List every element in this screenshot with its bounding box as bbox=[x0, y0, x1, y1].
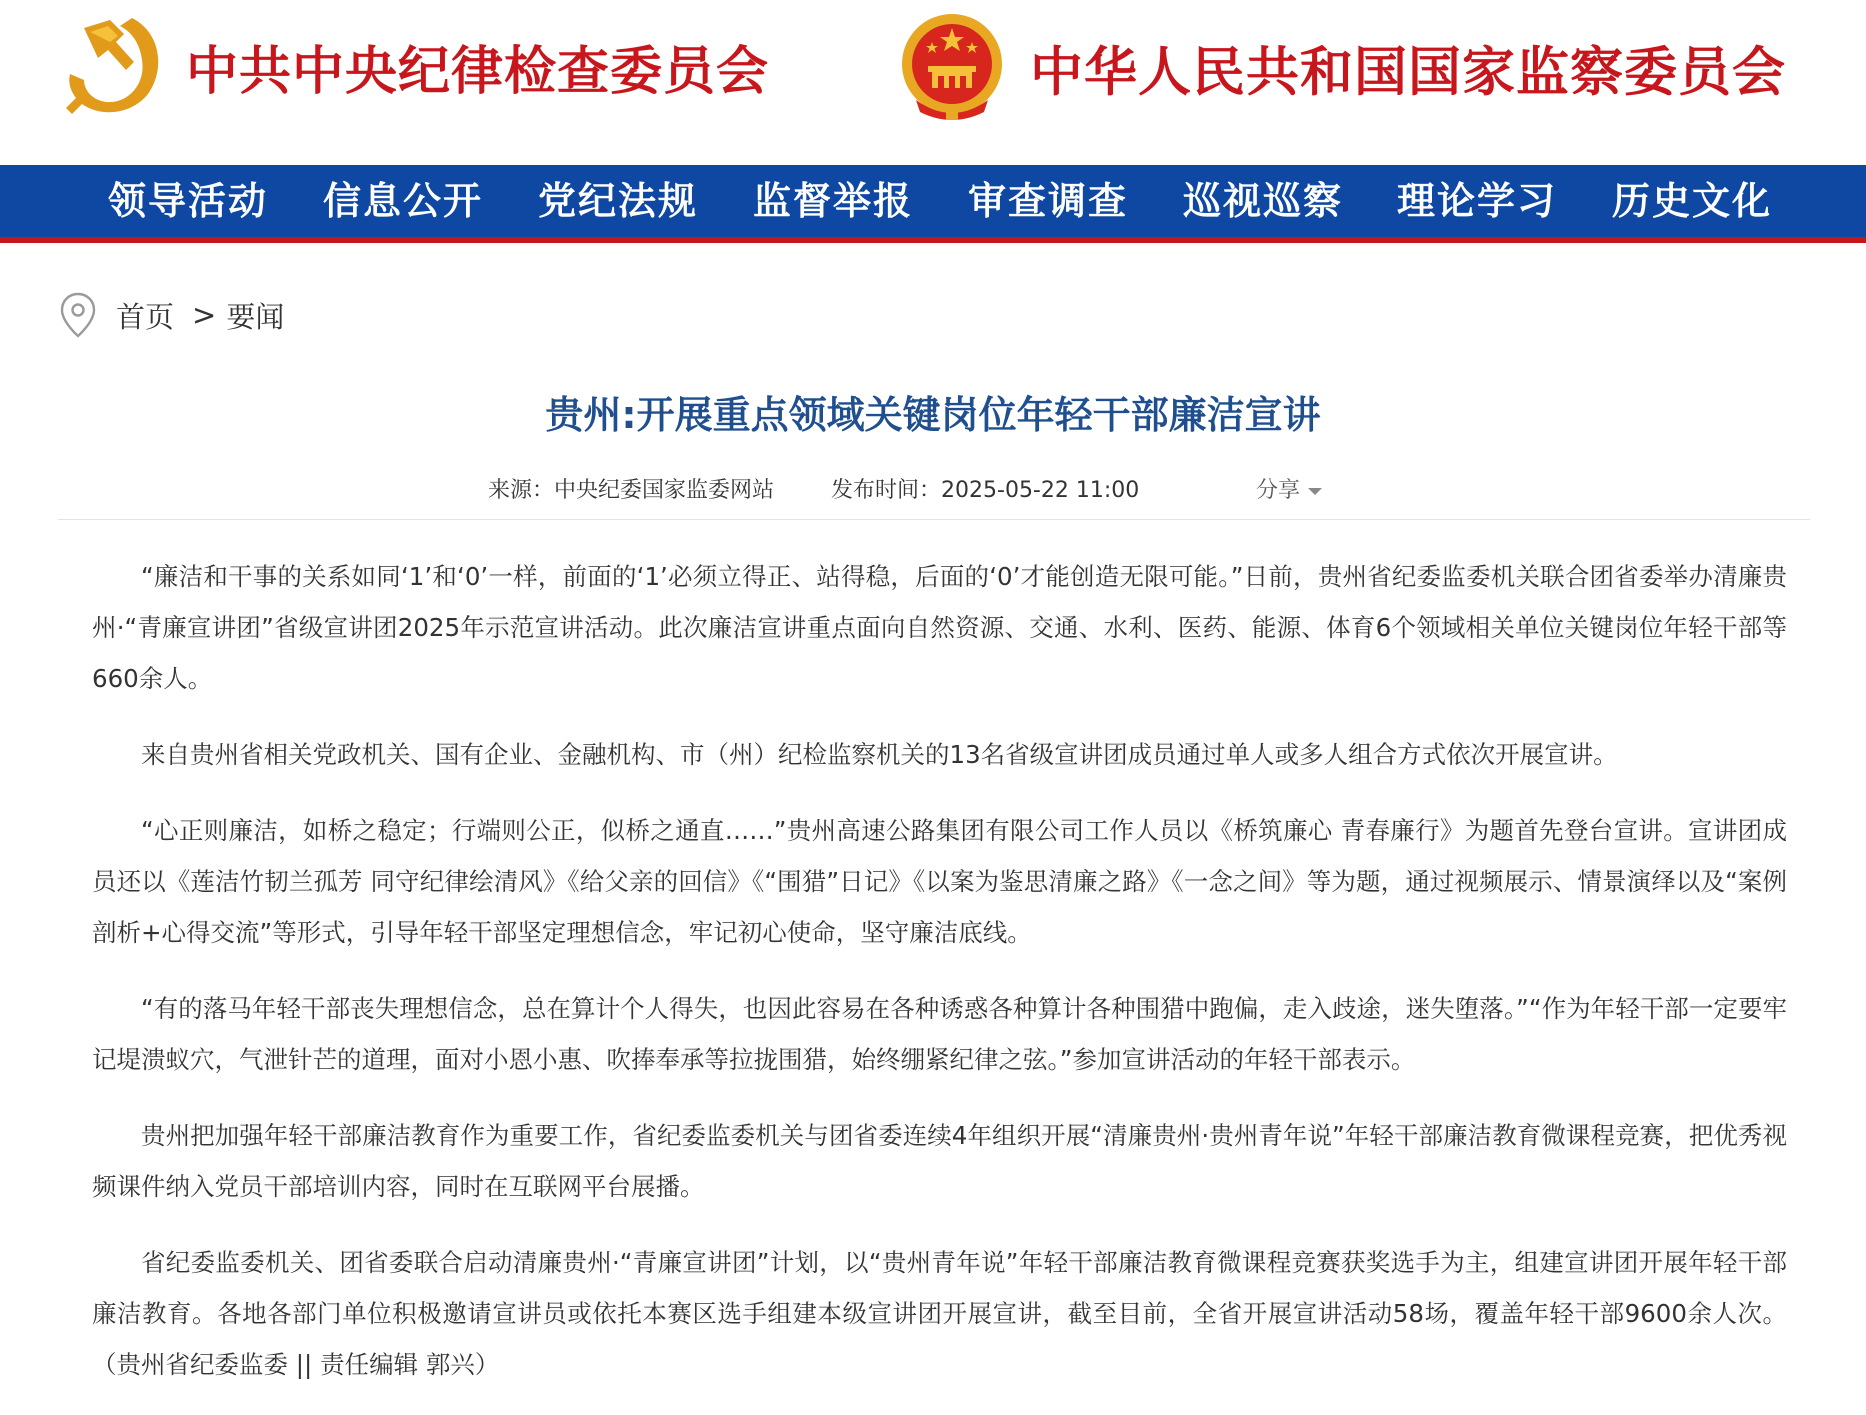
article-paragraph: “心正则廉洁，如桥之稳定；行端则公正，似桥之通直……”贵州高速公路集团有限公司工作人员以《桥筑廉心 青春廉行》为题首先登台宣讲。宣讲团成员还以《莲洁竹韧兰孤芳 同守纪律绘清风》《给父亲的回信》《“围猎”日记》《以案为鉴思清廉之路》《一念之间》等为题，通过视频展示、情景演绎以及“案例剖析+心得交流”等形式，引导年轻干部坚定理想信念，牢记初心使命，坚守廉洁底线。 bbox=[92, 816, 1787, 947]
nav-item-leadership[interactable]: 领导活动 bbox=[108, 178, 269, 223]
article-paragraph: 来自贵州省相关党政机关、国有企业、金融机构、市（州）纪检监察机关的13名省级宣讲团成员通过单人或多人组合方式依次开展宣讲。 bbox=[141, 740, 1618, 769]
nav-item-inspection[interactable]: 巡视巡察 bbox=[1183, 178, 1344, 223]
nav-item-info[interactable]: 信息公开 bbox=[323, 178, 484, 223]
article-title: 贵州:开展重点领域关键岗位年轻干部廉洁宣讲 bbox=[545, 393, 1321, 437]
main-nav bbox=[0, 165, 1866, 243]
breadcrumb-separator: > bbox=[192, 298, 217, 332]
caret-down-icon bbox=[1308, 488, 1322, 495]
breadcrumb-home-link[interactable]: 首页 bbox=[116, 299, 175, 334]
location-pin-icon bbox=[58, 291, 98, 339]
nav-item-investigation[interactable]: 审查调查 bbox=[968, 178, 1129, 223]
share-button[interactable] bbox=[1256, 475, 1322, 507]
national-emblem-icon bbox=[898, 10, 1006, 126]
nsc-name: 中华人民共和国国家监察委员会 bbox=[1030, 41, 1786, 103]
cpc-ccdi-name: 中共中央纪律检查委员会 bbox=[186, 40, 770, 102]
nsc-logo[interactable] bbox=[898, 10, 1786, 126]
article-publish-time bbox=[831, 475, 1139, 507]
time-value: 2025-05-22 11:00 bbox=[941, 478, 1140, 503]
article-paragraph: “有的落马年轻干部丧失理想信念，总在算计个人得失，也因此容易在各种诱惑各种算计各种围猎中跑偏，走入歧途，迷失堕落。”“作为年轻干部一定要牢记堤溃蚁穴，气泄针芒的道理，面对小恩小惠、吹捧奉承等拉拢围猎，始终绷紧纪律之弦。”参加宣讲活动的年轻干部表示。 bbox=[92, 994, 1787, 1074]
article-paragraph: 贵州把加强年轻干部廉洁教育作为重要工作，省纪委监委机关与团省委连续4年组织开展“清廉贵州·贵州青年说”年轻干部廉洁教育微课程竞赛，把优秀视频课件纳入党员干部培训内容，同时在互联网平台展播。 bbox=[92, 1121, 1787, 1201]
breadcrumb-current-link[interactable]: 要闻 bbox=[226, 299, 285, 334]
cpc-ccdi-logo[interactable] bbox=[62, 10, 769, 122]
article-paragraph: “廉洁和干事的关系如同‘1’和‘0’一样，前面的‘1’必须立得正、站得稳，后面的‘0’才能创造无限可能。”日前，贵州省纪委监委机关联合团省委举办清廉贵州·“青廉宣讲团”省级宣讲团2025年示范宣讲活动。此次廉洁宣讲重点面向自然资源、交通、水利、医药、能源、体育6个领域相关单位关键岗位年轻干部等660余人。 bbox=[92, 562, 1787, 693]
time-label: 发布时间： bbox=[831, 478, 942, 503]
site-header bbox=[0, 0, 1866, 165]
article-body bbox=[92, 551, 1787, 1415]
share-label: 分享 bbox=[1256, 478, 1301, 503]
nav-item-regulations[interactable]: 党纪法规 bbox=[538, 178, 699, 223]
title-divider bbox=[58, 519, 1810, 520]
party-emblem-icon bbox=[62, 10, 168, 122]
source-label: 来源： bbox=[488, 478, 555, 503]
article-paragraph: 省纪委监委机关、团省委联合启动清廉贵州·“青廉宣讲团”计划，以“贵州青年说”年轻干部廉洁教育微课程竞赛获奖选手为主，组建宣讲团开展年轻干部廉洁教育。各地各部门单位积极邀请宣讲员或依托本赛区选手组建本级宣讲团开展宣讲，截至目前，全省开展宣讲活动58场，覆盖年轻干部9600余人次。（贵州省纪委监委 || 责任编辑 郭兴） bbox=[92, 1248, 1787, 1379]
nav-item-theory[interactable]: 理论学习 bbox=[1397, 178, 1558, 223]
nav-item-report[interactable]: 监督举报 bbox=[753, 178, 914, 223]
source-value: 中央纪委国家监委网站 bbox=[554, 478, 775, 503]
breadcrumb bbox=[58, 290, 284, 340]
article-source bbox=[488, 475, 774, 507]
nav-item-history[interactable]: 历史文化 bbox=[1612, 178, 1773, 223]
